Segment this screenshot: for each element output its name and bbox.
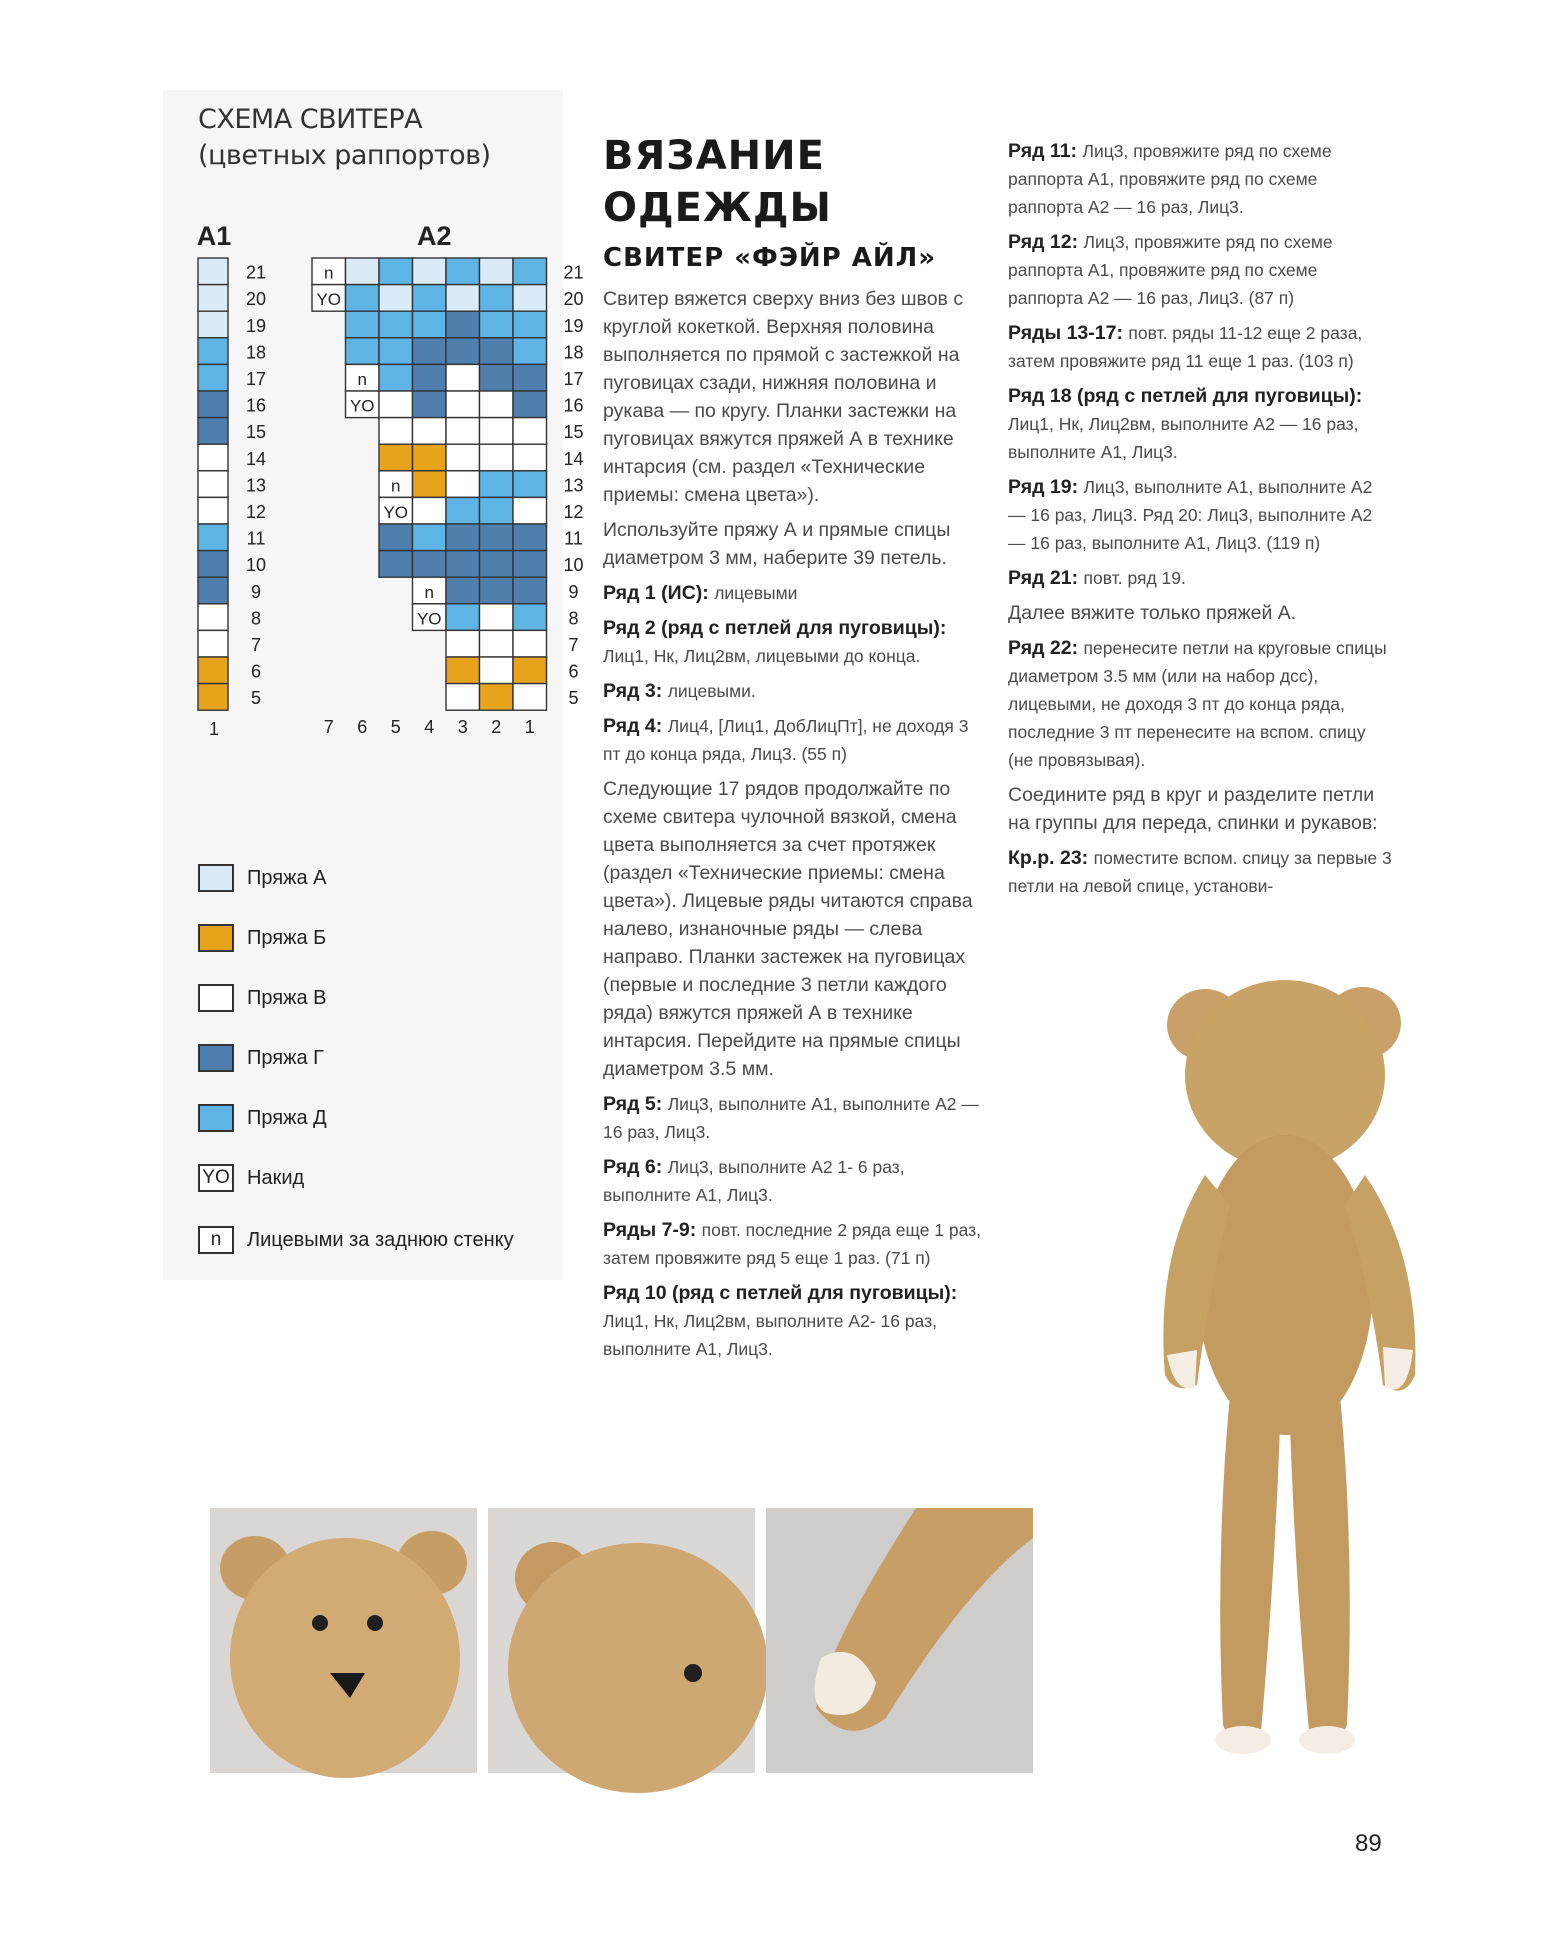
a2-cell [446,630,480,657]
a2-cell [480,285,514,312]
legend-label: Лицевыми за заднюю стенку [247,1228,514,1251]
a2-cell [513,311,547,338]
a2-column-number: 6 [357,717,368,738]
legend-item [198,1100,327,1136]
knit-tbl-symbol: n [357,370,367,389]
section-heading [603,130,832,234]
a2-cell [480,524,514,551]
step-text: Лиц1, Нк, Лиц2вм, лицевыми до конца. [603,646,921,666]
a2-column-number: 5 [390,717,401,738]
a2-cell [480,311,514,338]
a2-cell [480,577,514,604]
step-text: Лиц3, провяжите ряд по схеме раппорта А1, провяжите ряд по схеме раппорта А2 — 16 раз, Лиц3. [1008,141,1332,217]
instruction-paragraph [1008,137,1393,221]
a2-cell [379,258,413,285]
a2-row-number: 16 [563,395,584,416]
a2-cell [480,338,514,365]
a2-cell [446,391,480,418]
legend-label: Накид [247,1166,305,1189]
instruction-paragraph [1008,319,1393,375]
a2-row-number: 18 [563,342,584,363]
a2-cell [513,364,547,391]
legend-item [198,860,327,896]
step-text: Лиц3, выполните А1, выполните А2 — 16 раз, Лиц3. Ряд 20: Лиц3, выполните А2 — 16 раз, выполните А1, Лиц3. (119 п) [1008,477,1373,553]
a2-cell [413,444,447,471]
a2-cell [446,684,480,711]
step-label: Ряд 4: [603,715,668,737]
a2-cell [346,258,380,285]
step-label: Ряд 12: [1008,231,1084,253]
step-text: Лиц3, выполните А2 1- 6 раз, выполните А1, Лиц3. [603,1157,905,1205]
a2-cell [480,497,514,524]
a2-row-number: 13 [563,475,584,496]
instructions-column-right [1008,137,1393,907]
instruction-paragraph [1008,228,1393,312]
legend-item [198,1160,304,1196]
a2-column-number: 3 [457,717,468,738]
page-number: 89 [1355,1830,1382,1857]
a2-cell [446,338,480,365]
step-text: Лиц3, провяжите ряд по схеме раппорта А1, провяжите ряд по схеме раппорта А2 — 16 раз, Лиц3. (87 п) [1008,232,1333,308]
chart-title-line1: СХЕМА СВИТЕРА [198,104,423,135]
instruction-paragraph [1008,599,1393,627]
a2-cell [480,364,514,391]
a2-cell [513,258,547,285]
a2-cell [413,311,447,338]
step-label: Ряд 5: [603,1093,668,1115]
bear-full-photo [1135,955,1475,1775]
a2-cell [480,471,514,498]
yarn-over-symbol: YO [383,503,409,522]
a1-row-number: 21 [245,262,267,283]
a2-cell [480,604,514,631]
a2-column-number: 7 [323,717,334,738]
legend-swatch [198,864,234,892]
a1-cell [198,604,228,631]
a2-row-number: 5 [568,688,579,709]
a2-row-number: 14 [563,448,584,469]
chart-title [198,102,491,174]
a1-row-number: 14 [245,448,267,469]
legend-label: Пряжа Д [247,1106,327,1129]
step-label: Ряд 18 (ряд с петлей для пуговицы): [1008,385,1363,407]
step-label: Ряд 2 (ряд с петлей для пуговицы): [603,617,947,639]
instruction-paragraph [603,579,983,607]
a2-row-number: 21 [563,262,584,283]
step-text: Лиц3, выполните А1, выполните А2 — 16 раз, Лиц3. [603,1094,979,1142]
a2-cell [513,471,547,498]
pattern-title: СВИТЕР «ФЭЙР АЙЛ» [603,243,937,273]
step-text: Соедините ряд в круг и разделите петли на группы для переда, спинки и рукавов: [1008,784,1378,834]
step-text: Лиц1, Нк, Лиц2вм, выполните А2 — 16 раз, выполните А1, Лиц3. [1008,414,1359,462]
a2-cell [480,258,514,285]
a2-cell [513,684,547,711]
a2-cell [446,418,480,445]
a1-row-number: 8 [250,608,262,629]
a1-row-number: 20 [245,289,267,310]
a2-row-number: 19 [563,315,584,336]
instruction-paragraph [603,712,983,768]
a2-row-number: 8 [568,608,579,629]
step-label: Ряд 21: [1008,567,1084,589]
legend-swatch [198,924,234,952]
instruction-paragraph [1008,382,1393,466]
a2-cell [379,364,413,391]
a2-cell [446,471,480,498]
step-text: повт. последние 2 ряда еще 1 раз, затем провяжите ряд 5 еще 1 раз. (71 п) [603,1220,982,1268]
bear-face-photo [210,1508,477,1773]
a1-cell [198,311,228,338]
instruction-paragraph [1008,781,1393,837]
a2-cell [413,497,447,524]
a2-cell [413,551,447,578]
colorwork-chart [180,210,584,780]
a2-row-number: 17 [563,369,584,389]
a2-row-number: 11 [564,528,583,549]
a1-row-number: 6 [250,661,262,682]
a2-cell [446,604,480,631]
a2-cell [513,444,547,471]
a2-cell [446,577,480,604]
a2-cell [480,684,514,711]
a2-cell [446,524,480,551]
step-label: Ряд 1 (ИС): [603,582,715,604]
a1-cell [198,391,228,418]
a2-cell [513,630,547,657]
a1-cell [198,577,228,604]
a2-cell [513,551,547,578]
a2-cell [379,391,413,418]
step-label: Ряды 7-9: [603,1219,702,1241]
a1-cell [198,657,228,684]
step-label: Ряд 19: [1008,476,1084,498]
instruction-paragraph [603,1153,983,1209]
a2-cell [513,577,547,604]
a2-row-number: 12 [563,502,584,522]
a1-cell [198,364,228,391]
a1-cell [198,258,228,285]
a2-cell [513,604,547,631]
legend-label: Пряжа А [247,866,327,889]
a2-cell [413,471,447,498]
yarn-over-symbol: YO [349,396,375,416]
step-label: Ряд 6: [603,1156,668,1178]
a1-row-number: 11 [246,528,266,549]
a2-cell [413,285,447,312]
a2-column-number: 4 [424,717,435,738]
a1-row-number: 12 [245,502,267,522]
a1-cell [198,444,228,471]
step-text: повт. ряды 11-12 еще 2 раза, затем провяжите ряд 11 еще 1 раз. (103 п) [1008,323,1363,371]
section-heading-line1: ВЯЗАНИЕ [603,133,825,179]
legend-swatch [198,984,234,1012]
bear-face-image [210,1508,477,1773]
yarn-over-symbol: YO [316,290,342,310]
step-label: Ряд 22: [1008,637,1084,659]
a1-cell [198,524,228,551]
a2-cell [446,285,480,312]
a2-cell [346,285,380,312]
step-label: Ряд 10 (ряд с петлей для пуговицы): [603,1282,958,1304]
bear-full-image [1135,955,1475,1775]
legend-item [198,980,327,1016]
instruction-paragraph [1008,634,1393,774]
a2-cell [446,258,480,285]
instruction-paragraph [603,614,983,670]
step-text: Свитер вяжется сверху вниз без швов с круглой кокеткой. Верхняя половина выполняется по прямой с застежкой на пуговицах сзади, нижняя половина и рукава — по кругу. Планки застежки на пуговицах вяжутся пряжей А в технике интарсия (см. раздел «Технические приемы: смена цвета»). [603,288,964,506]
step-text: перенесите петли на круговые спицы диаметром 3.5 мм (или на набор дсс), лицевыми, не доходя 3 пт до конца ряда, последние 3 пт перенесите на вспом. спицу (не провязывая). [1008,638,1387,770]
a1-row-number: 7 [250,635,262,655]
a2-cell [379,311,413,338]
chart-title-line2: (цветных раппортов) [198,140,491,171]
a1-cell [198,684,228,711]
a2-row-number: 9 [568,581,579,602]
step-label: Кр.р. 23: [1008,847,1094,869]
legend-symbol: n [198,1226,234,1254]
a2-cell [446,551,480,578]
a2-column-number: 2 [491,717,502,738]
a1-row-number: 9 [250,581,262,602]
a2-cell [446,364,480,391]
step-label: Ряд 3: [603,680,668,702]
a2-cell [413,338,447,365]
a1-cell [198,630,228,657]
instruction-paragraph [603,1279,983,1363]
a2-row-number: 20 [563,289,584,310]
instruction-paragraph [603,285,983,509]
a1-column-number: 1 [208,719,220,740]
a1-row-number: 5 [250,688,262,709]
a2-cell [513,285,547,312]
legend-label: Пряжа Г [247,1046,324,1069]
step-text: Далее вяжите только пряжей А. [1008,602,1297,624]
a1-cell [198,551,228,578]
a2-cell [446,311,480,338]
instruction-paragraph [603,1216,983,1272]
a2-cell [513,524,547,551]
a1-row-number: 13 [245,475,267,496]
a2-cell [379,444,413,471]
a2-cell [446,497,480,524]
a2-cell [480,630,514,657]
step-text: повт. ряд 19. [1083,568,1186,588]
a2-cell [346,338,380,365]
a1-row-number: 19 [245,315,267,336]
instruction-paragraph [1008,844,1393,900]
a2-cell [413,364,447,391]
a2-row-number: 7 [568,635,579,655]
step-text: Используйте пряжу А и прямые спицы диаметром 3 мм, наберите 39 петель. [603,519,951,569]
bear-paw-image [766,1508,1033,1773]
step-label: Ряды 13-17: [1008,322,1129,344]
a2-cell [513,657,547,684]
instruction-paragraph [1008,473,1393,557]
a1-row-number: 16 [245,395,267,416]
legend-item [198,920,326,956]
a1-row-number: 15 [245,422,267,443]
a2-column-number: 1 [524,717,535,738]
bear-profile-image [488,1508,755,1773]
step-text: лицевыми [714,583,798,603]
a2-cell [413,258,447,285]
a2-cell [379,551,413,578]
a1-cell [198,418,228,445]
a2-cell [413,418,447,445]
knit-tbl-symbol: n [424,582,434,602]
instruction-paragraph [603,1090,983,1146]
a2-cell [480,418,514,445]
legend-item [198,1040,324,1076]
step-text: Следующие 17 рядов продолжайте по схеме свитера чулочной вязкой, смена цвета выполняется за счет протяжек (раздел «Технические приемы: смена цвета»). Лицевые ряды читаются справа налево, изнаночные ряды — слева направо. Планки застежек на пуговицах (первые и последние 3 петли каждого ряда) вяжутся пряжей А в технике интарсия. Перейдите на прямые спицы диаметром 3.5 мм. [603,778,973,1080]
a2-cell [446,657,480,684]
a2-cell [346,311,380,338]
a1-row-number: 18 [245,342,267,363]
a2-cell [513,497,547,524]
knit-tbl-symbol: n [324,263,334,283]
a2-cell [513,418,547,445]
a2-row-number: 6 [568,661,579,682]
a2-cell [480,657,514,684]
a2-cell [379,418,413,445]
step-text: Лиц1, Нк, Лиц2вм, выполните А2- 16 раз, выполните А1, Лиц3. [603,1311,937,1359]
a1-cell [198,285,228,312]
a2-row-number: 15 [563,422,584,443]
bear-profile-photo [488,1508,755,1773]
legend-symbol: YO [198,1164,234,1192]
a1-cell [198,338,228,365]
a1-cell [198,497,228,524]
legend-swatch [198,1044,234,1072]
legend-label: Пряжа Б [247,926,327,949]
instruction-paragraph [603,516,983,572]
instruction-paragraph [1008,564,1393,592]
legend-label: Пряжа В [247,986,327,1009]
knit-tbl-symbol: n [391,476,401,496]
a2-cell [446,444,480,471]
a1-row-number: 10 [245,555,267,576]
a2-cell [513,338,547,365]
instruction-paragraph [603,775,983,1083]
a2-label: A2 [416,221,452,251]
yarn-over-symbol: YO [416,609,442,629]
a2-cell [413,524,447,551]
bear-paw-photo [766,1508,1033,1773]
step-label: Ряд 11: [1008,140,1083,162]
a2-cell [413,391,447,418]
a2-cell [480,551,514,578]
section-heading-line2: ОДЕЖДЫ [603,185,832,231]
a1-label: A1 [196,221,232,251]
step-text: поместите вспом. спицу за первые 3 петли на левой спице, установи- [1008,848,1392,896]
a2-cell [480,444,514,471]
step-text: лицевыми. [667,681,756,701]
instruction-paragraph [603,677,983,705]
a1-cell [198,471,228,498]
a2-cell [513,391,547,418]
a1-row-number: 17 [245,369,267,389]
step-text: Лиц4, [Лиц1, ДобЛицПт], не доходя 3 пт до конца ряда, Лиц3. (55 п) [603,716,969,764]
legend-swatch [198,1104,234,1132]
legend-item [198,1222,514,1258]
instructions-column-middle [603,285,983,1370]
a2-cell [379,285,413,312]
a2-cell [379,524,413,551]
a2-cell [379,338,413,365]
a2-row-number: 10 [563,555,584,576]
a2-cell [480,391,514,418]
